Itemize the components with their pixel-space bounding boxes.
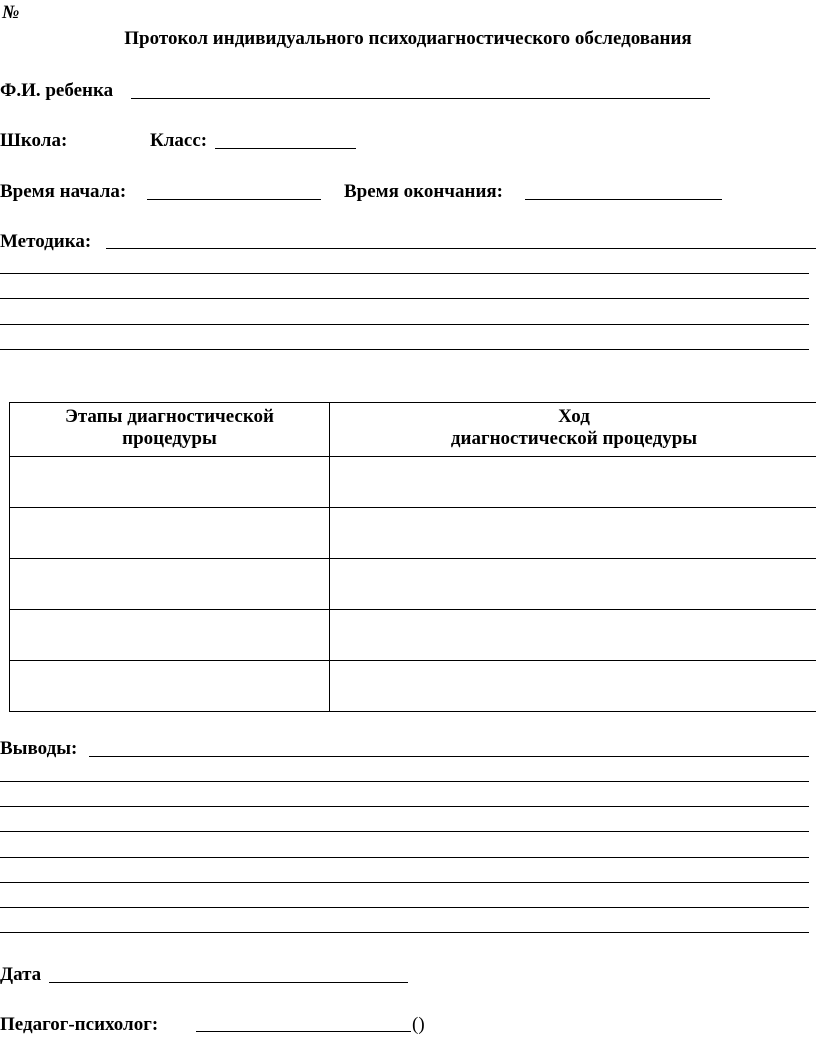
header-line: Этапы диагностической [64,406,275,427]
table-cell[interactable] [330,661,816,712]
table-cell[interactable] [10,508,330,559]
school-label: Школа: [0,130,68,151]
header-line: процедуры [122,428,217,449]
table-cell[interactable] [10,610,330,661]
start-time-field[interactable] [147,199,321,200]
table-cell[interactable] [10,661,330,712]
date-label: Дата [0,964,42,985]
child-name-field[interactable] [131,98,710,99]
conclusions-line[interactable] [0,882,809,883]
table-cell[interactable] [10,559,330,610]
table-cell[interactable] [330,610,816,661]
table-cell[interactable] [330,508,816,559]
conclusions-field[interactable] [89,756,809,757]
table-cell[interactable] [330,457,816,508]
table-row [10,559,816,610]
psychologist-parens: () [412,1014,425,1035]
method-line[interactable] [0,349,809,350]
method-line[interactable] [0,273,809,274]
end-time-field[interactable] [525,199,722,200]
table-cell[interactable] [10,457,330,508]
psychologist-field[interactable] [196,1031,411,1032]
psychologist-label: Педагог-психолог: [0,1014,159,1035]
table-row [10,610,816,661]
method-label: Методика: [0,231,92,252]
procedure-table [9,402,816,712]
number-mark: № [2,2,20,23]
header-line: Ход [558,406,590,427]
start-time-label: Время начала: [0,181,127,202]
conclusions-line[interactable] [0,857,809,858]
conclusions-line[interactable] [0,806,809,807]
stages-column-header [10,403,330,457]
table-row [10,457,816,508]
class-label: Класс: [150,130,208,151]
table-cell[interactable] [330,559,816,610]
conclusions-line[interactable] [0,932,809,933]
conclusions-label: Выводы: [0,738,78,759]
conclusions-line[interactable] [0,907,809,908]
method-line[interactable] [0,298,809,299]
header-line: диагностической процедуры [450,428,698,449]
table-row [10,508,816,559]
date-field[interactable] [49,982,408,983]
conclusions-line[interactable] [0,781,809,782]
table-header-row [10,403,816,457]
method-field[interactable] [106,248,816,249]
class-field[interactable] [215,148,356,149]
end-time-label: Время окончания: [344,181,504,202]
child-name-label: Ф.И. ребенка [0,80,114,101]
table-row [10,661,816,712]
course-column-header [330,403,816,457]
page-title: Протокол индивидуального психодиагностического обследования [124,28,692,49]
method-line[interactable] [0,324,809,325]
conclusions-line[interactable] [0,831,809,832]
